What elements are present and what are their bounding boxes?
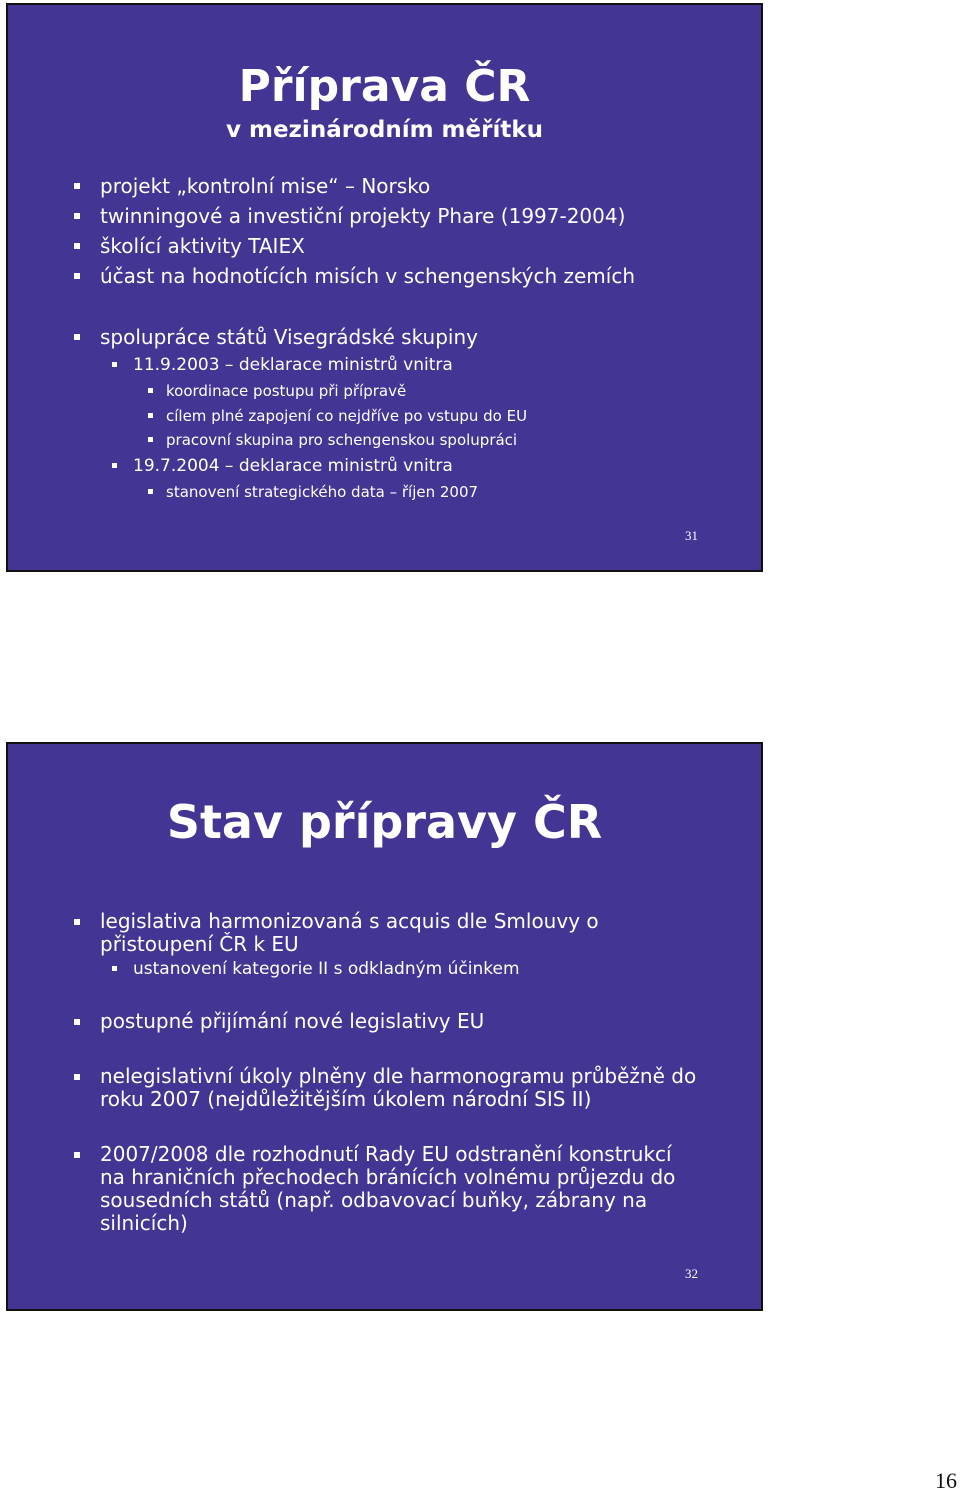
list-subsubitem: stanovení strategického data – říjen 2007	[8, 480, 761, 505]
list-subsubitem: cílem plné zapojení co nejdříve po vstupu do EU	[8, 404, 761, 429]
slide-32	[6, 742, 763, 1311]
list-item: 2007/2008 dle rozhodnutí Rady EU odstranění konstrukcí na hraničních přechodech bránících volnému průjezdu do sousedních států (např. odbavovací buňky, zábrany na silnicích)	[8, 1143, 761, 1235]
list-item: postupné přijímání nové legislativy EU	[8, 1010, 761, 1033]
slide-title: Stav přípravy ČR	[166, 795, 603, 849]
list-item: nelegislativní úkoly plněny dle harmonogramu průběžně do roku 2007 (nejdůležitějším úkolem národní SIS II)	[8, 1065, 761, 1111]
list-item: twinningové a investiční projekty Phare (1997-2004)	[8, 201, 761, 231]
slide-number: 31	[685, 528, 698, 543]
slide-number: 32	[685, 1266, 698, 1281]
bullet-list-visegrad	[8, 322, 761, 504]
list-subsubitem: pracovní skupina pro schengenskou spolupráci	[8, 428, 761, 453]
list-item: legislativa harmonizovaná s acquis dle Smlouvy o přistoupení ČR k EU	[8, 910, 761, 956]
bullet-list-status	[8, 910, 761, 1235]
list-subitem: 11.9.2003 – deklarace ministrů vnitra	[8, 352, 761, 379]
slide-subtitle: v mezinárodním měřítku	[225, 117, 544, 143]
bullet-list-main	[8, 171, 761, 291]
list-subitem: ustanovení kategorie II s odkladným účinkem	[8, 956, 761, 982]
page-number: 16	[935, 1468, 957, 1493]
list-subitem: 19.7.2004 – deklarace ministrů vnitra	[8, 453, 761, 480]
slide-title: Příprava ČR	[238, 61, 531, 112]
list-item: spolupráce států Visegrádské skupiny	[8, 322, 761, 352]
list-item: projekt „kontrolní mise“ – Norsko	[8, 171, 761, 201]
list-item: školící aktivity TAIEX	[8, 231, 761, 261]
list-item: účast na hodnotících misích v schengenských zemích	[8, 261, 761, 291]
slide-31	[6, 3, 763, 572]
list-subsubitem: koordinace postupu při přípravě	[8, 379, 761, 404]
